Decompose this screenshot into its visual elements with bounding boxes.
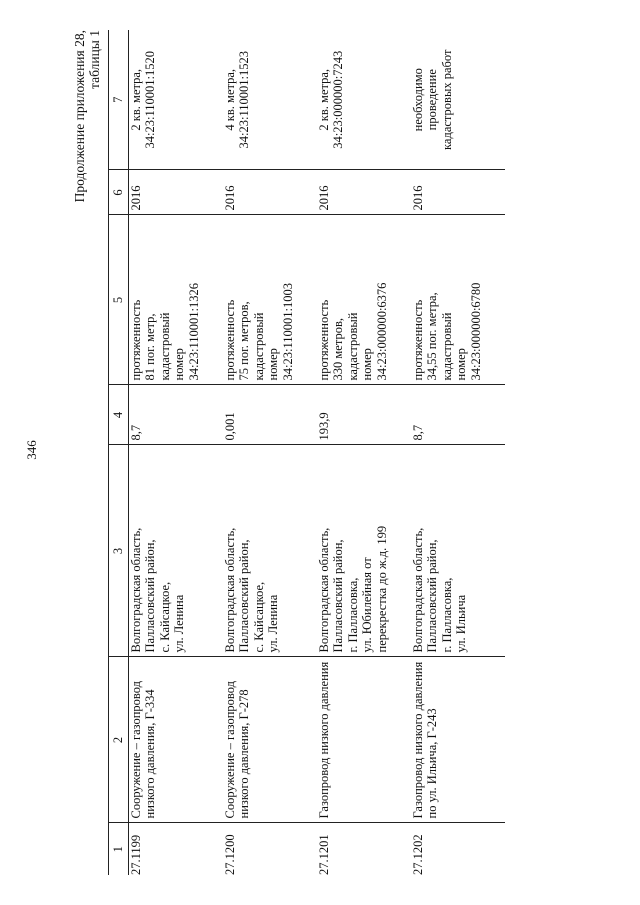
cell-line: 34:23:000000:7243 [331, 50, 345, 149]
cell-c6: 2016 [223, 170, 317, 215]
continuation-note [72, 30, 102, 202]
cell-line: Волгоградская область, [410, 527, 425, 653]
cell-c7 [223, 30, 317, 170]
cell-c5 [223, 215, 317, 385]
cell-c5 [317, 215, 411, 385]
cell-line: кадастровый [345, 312, 360, 381]
cell-line: кадастровый [157, 312, 172, 381]
cell-c3 [223, 445, 317, 657]
cell-line: ул. Ильича [454, 594, 468, 653]
cell-line: 34:23:000000:6376 [374, 282, 389, 381]
cell-line: 330 метров, [331, 318, 345, 381]
cell-line: 34:23:110001:1326 [186, 283, 201, 381]
cell-c2: Сооружение – газопровод низкого давления, Г-334 [128, 657, 223, 823]
cell-c1: 27.1200 [222, 834, 237, 875]
cell-line: ул. Ленина [172, 594, 186, 653]
column-header-6: 6 [109, 170, 129, 215]
column-header-7: 7 [109, 30, 129, 170]
cell-line: протяженность [316, 299, 331, 381]
cell-c3 [128, 445, 223, 657]
cell-c5 [411, 215, 505, 385]
cell-c4: 8,7 [411, 385, 505, 445]
cell-line: 75 пог. метров, [237, 301, 251, 381]
cell-c7 [411, 30, 505, 170]
cell-c2: Сооружение – газопровод низкого давления, Г-278 [223, 657, 317, 823]
cell-line: ул. Ленина [266, 594, 280, 653]
cell-line: кадастровый [251, 312, 266, 381]
cell-c3 [317, 445, 411, 657]
cell-line: Волгоградская область, [316, 527, 331, 653]
column-header-4: 4 [109, 385, 129, 445]
rotated-page-content [70, 30, 590, 875]
cell-c4: 0,001 [223, 385, 317, 445]
table-row [317, 30, 411, 875]
continuation-line-1: Продолжение приложения 28, [72, 30, 87, 203]
column-header-5: 5 [109, 215, 129, 385]
cell-c7 [317, 30, 411, 170]
cell-line: необходимо [410, 68, 425, 132]
column-header-2: 2 [109, 657, 129, 823]
cell-c1: 27.1202 [410, 834, 425, 875]
cell-line: с. Кайсацкое, [157, 581, 172, 653]
cell-line: 34:23:110001:1520 [143, 51, 157, 149]
cell-line: 34,55 пог. метра, [425, 292, 439, 381]
continuation-line-2: таблицы 1 [87, 30, 102, 89]
cell-line: 81 пог. метр, [143, 313, 157, 381]
table-row [128, 30, 223, 875]
cell-c1: 27.1201 [316, 834, 331, 875]
cell-line: Палласовский район, [331, 539, 345, 653]
column-header-3: 3 [109, 445, 129, 657]
cell-line: номер [454, 348, 468, 381]
cell-line: номер [266, 348, 280, 381]
cell-c4: 193,9 [317, 385, 411, 445]
cell-line: протяженность [128, 299, 143, 381]
cell-line: протяженность [222, 299, 237, 381]
cell-line: кадастровых работ [439, 49, 454, 150]
cell-line: кадастровый [439, 312, 454, 381]
page-number: 346 [24, 440, 39, 460]
cell-line: перекрестка до ж.д. 199 [374, 525, 389, 653]
cell-line: Палласовский район, [143, 539, 157, 653]
cell-line: с. Кайсацкое, [251, 581, 266, 653]
cell-line: 34:23:000000:6780 [468, 282, 483, 381]
table-row [411, 30, 505, 875]
cell-line: г. Палласовка, [345, 577, 360, 653]
cell-line: Палласовский район, [425, 539, 439, 653]
cell-line: номер [172, 348, 186, 381]
cell-c6: 2016 [128, 170, 223, 215]
cell-c4: 8,7 [128, 385, 223, 445]
cell-line: проведение [425, 69, 439, 131]
cell-line: номер [360, 348, 374, 381]
cell-c6: 2016 [411, 170, 505, 215]
cell-c7 [128, 30, 223, 170]
cell-c5 [128, 215, 223, 385]
cell-c6: 2016 [317, 170, 411, 215]
header-row [109, 30, 129, 875]
cell-line: 2 кв. метра, [316, 68, 331, 131]
cell-c3 [411, 445, 505, 657]
cell-line: Палласовский район, [237, 539, 251, 653]
cell-line: Волгоградская область, [128, 527, 143, 653]
cell-line: 4 кв. метра, [222, 68, 237, 131]
cell-c2: Газопровод низкого давления по ул. Ильича, Г-243 [411, 657, 505, 823]
table-row [223, 30, 317, 875]
cell-c1: 27.1199 [128, 834, 143, 875]
cell-line: 34:23:110001:1003 [280, 283, 295, 381]
table-body [128, 30, 505, 875]
cell-line: протяженность [410, 299, 425, 381]
cell-line: 34:23:110001:1523 [237, 51, 251, 149]
cell-line: 2 кв. метра, [128, 68, 143, 131]
column-header-1: 1 [109, 823, 129, 875]
cell-line: г. Палласовка, [439, 577, 454, 653]
cell-c2: Газопровод низкого давления [317, 657, 411, 823]
cell-line: ул. Юбилейная от [360, 557, 374, 653]
cell-line: Волгоградская область, [222, 527, 237, 653]
property-table [108, 30, 505, 875]
